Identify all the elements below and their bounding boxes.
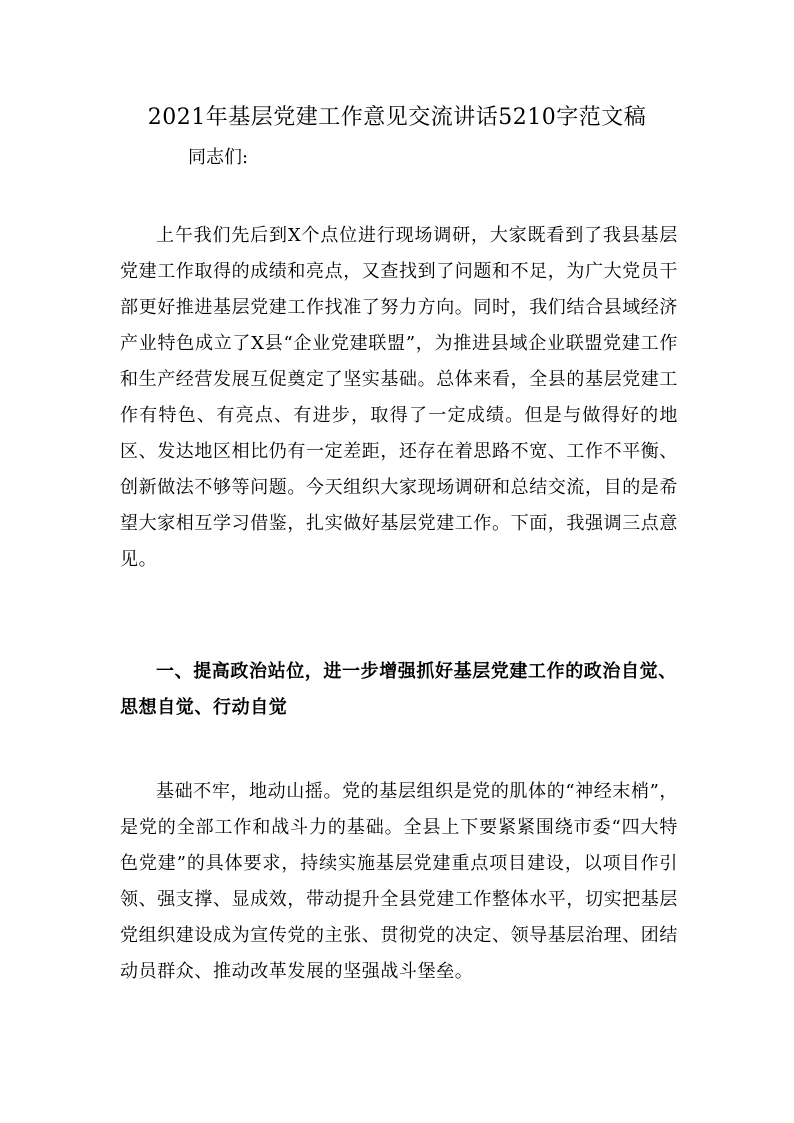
- paragraph-intro: 上午我们先后到X个点位进行现场调研，大家既看到了我县基层党建工作取得的成绩和亮点，又查找到了问题和不足，为广大党员干部更好推进基层党建工作找准了努力方向。同时，我们结合县域经济产业特色成立了X县“企业党建联盟”，为推进县域企业联盟党建工作和生产经营发展互促奠定了坚实基础。总体来看，全县的基层党建工作有特色、有亮点、有进步，取得了一定成绩。但是与做得好的地区、发达地区相比仍有一定差距，还存在着思路不宽、工作不平衡、创新做法不够等问题。今天组织大家现场调研和总结交流，目的是希望大家相互学习借鉴，扎实做好基层党建工作。下面，我强调三点意见。: [120, 225, 678, 570]
- section-heading: 一、提高政治站位，进一步增强抓好基层党建工作的政治自觉、思想自觉、行动自觉: [120, 661, 677, 718]
- paragraph-section-one: 基础不牢，地动山摇。党的基层组织是党的肌体的“神经末梢”，是党的全部工作和战斗力的基础。全县上下要紧紧围绕市委“四大特色党建”的具体要求，持续实施基层党建重点项目建设，以项目作引领、强支撑、显成效，带动提升全县党建工作整体水平，切实把基层党组织建设成为宣传党的主张、贯彻党的决定、领导基层治理、团结动员群众、推动改革发展的坚强战斗堡垒。: [120, 781, 678, 982]
- salutation: 同志们:: [188, 147, 249, 168]
- document-title: 2021年基层党建工作意见交流讲话5210字范文稿: [147, 105, 647, 130]
